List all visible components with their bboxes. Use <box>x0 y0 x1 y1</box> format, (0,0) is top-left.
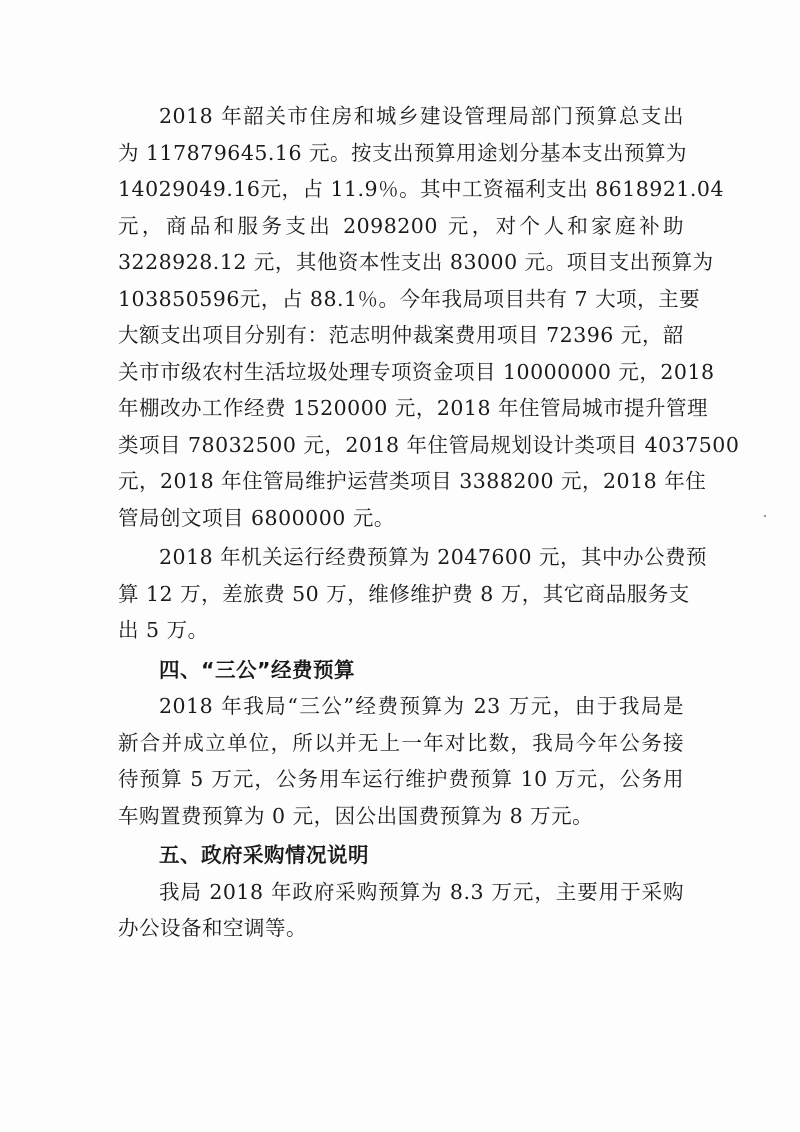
text-line: 类项目 78032500 元，2018 年住管局规划设计类项目 4037500 <box>118 432 740 457</box>
text-line: 出 5 万。 <box>118 618 209 642</box>
text-line: 2018 年机关运行经费预算为 2047600 元，其中办公费预 <box>159 545 708 569</box>
text-line: 新合并成立单位，所以并无上一年对比数，我局今年公务接 <box>118 730 684 755</box>
text-line: 算 12 万，差旅费 50 万，维修维护费 8 万，其它商品服务支 <box>118 581 690 606</box>
text-line: 2018 年韶关市住房和城乡建设管理局部门预算总支出 <box>159 104 684 128</box>
text-line: 为 117879645.16 元。按支出预算用途划分基本支出预算为 <box>118 140 688 165</box>
text-line: 年棚改办工作经费 1520000 元，2018 年住管局城市提升管理 <box>118 396 709 420</box>
text-line: 元，商品和服务支出 2098200 元，对个人和家庭补助 <box>118 213 684 238</box>
document-body <box>118 98 740 947</box>
text-line: 3228928.12 元，其他资本性支出 83000 元。项目支出预算为 <box>118 250 714 274</box>
section-heading-procurement: 五、政府采购情况说明 <box>159 843 369 867</box>
text-line: 14029049.16元，占 11.9％。其中工资福利支出 8618921.04 <box>118 177 725 201</box>
text-line: 待预算 5 万元，公务用车运行维护费预算 10 万元，公务用 <box>118 767 684 791</box>
paragraph-budget-total <box>118 98 740 536</box>
text-line: 关市市级农村生活垃圾处理专项资金项目 10000000 元，2018 <box>118 359 715 384</box>
text-line: 我局 2018 年政府采购预算为 8.3 万元，主要用于采购 <box>159 879 684 904</box>
paragraph-operating-expenses <box>118 539 708 649</box>
scan-dot <box>764 515 766 517</box>
text-line: 103850596元，占 88.1％。今年我局项目共有 7 大项，主要 <box>118 286 701 311</box>
text-line: 元，2018 年住管局维护运营类项目 3388200 元，2018 年住 <box>118 469 707 493</box>
section-heading-three-public: 四、“三公”经费预算 <box>159 657 355 682</box>
text-line: 大额支出项目分别有：范志明仲裁案费用项目 72396 元，韶 <box>118 323 684 347</box>
text-line: 2018 年我局“三公”经费预算为 23 万元，由于我局是 <box>159 694 684 718</box>
paragraph-three-public-budget <box>118 688 684 834</box>
paragraph-procurement <box>118 874 684 947</box>
text-line: 车购置费预算为 0 元，因公出国费预算为 8 万元。 <box>118 803 594 828</box>
text-line: 办公设备和空调等。 <box>118 916 307 940</box>
text-line: 管局创文项目 6800000 元。 <box>118 505 395 530</box>
